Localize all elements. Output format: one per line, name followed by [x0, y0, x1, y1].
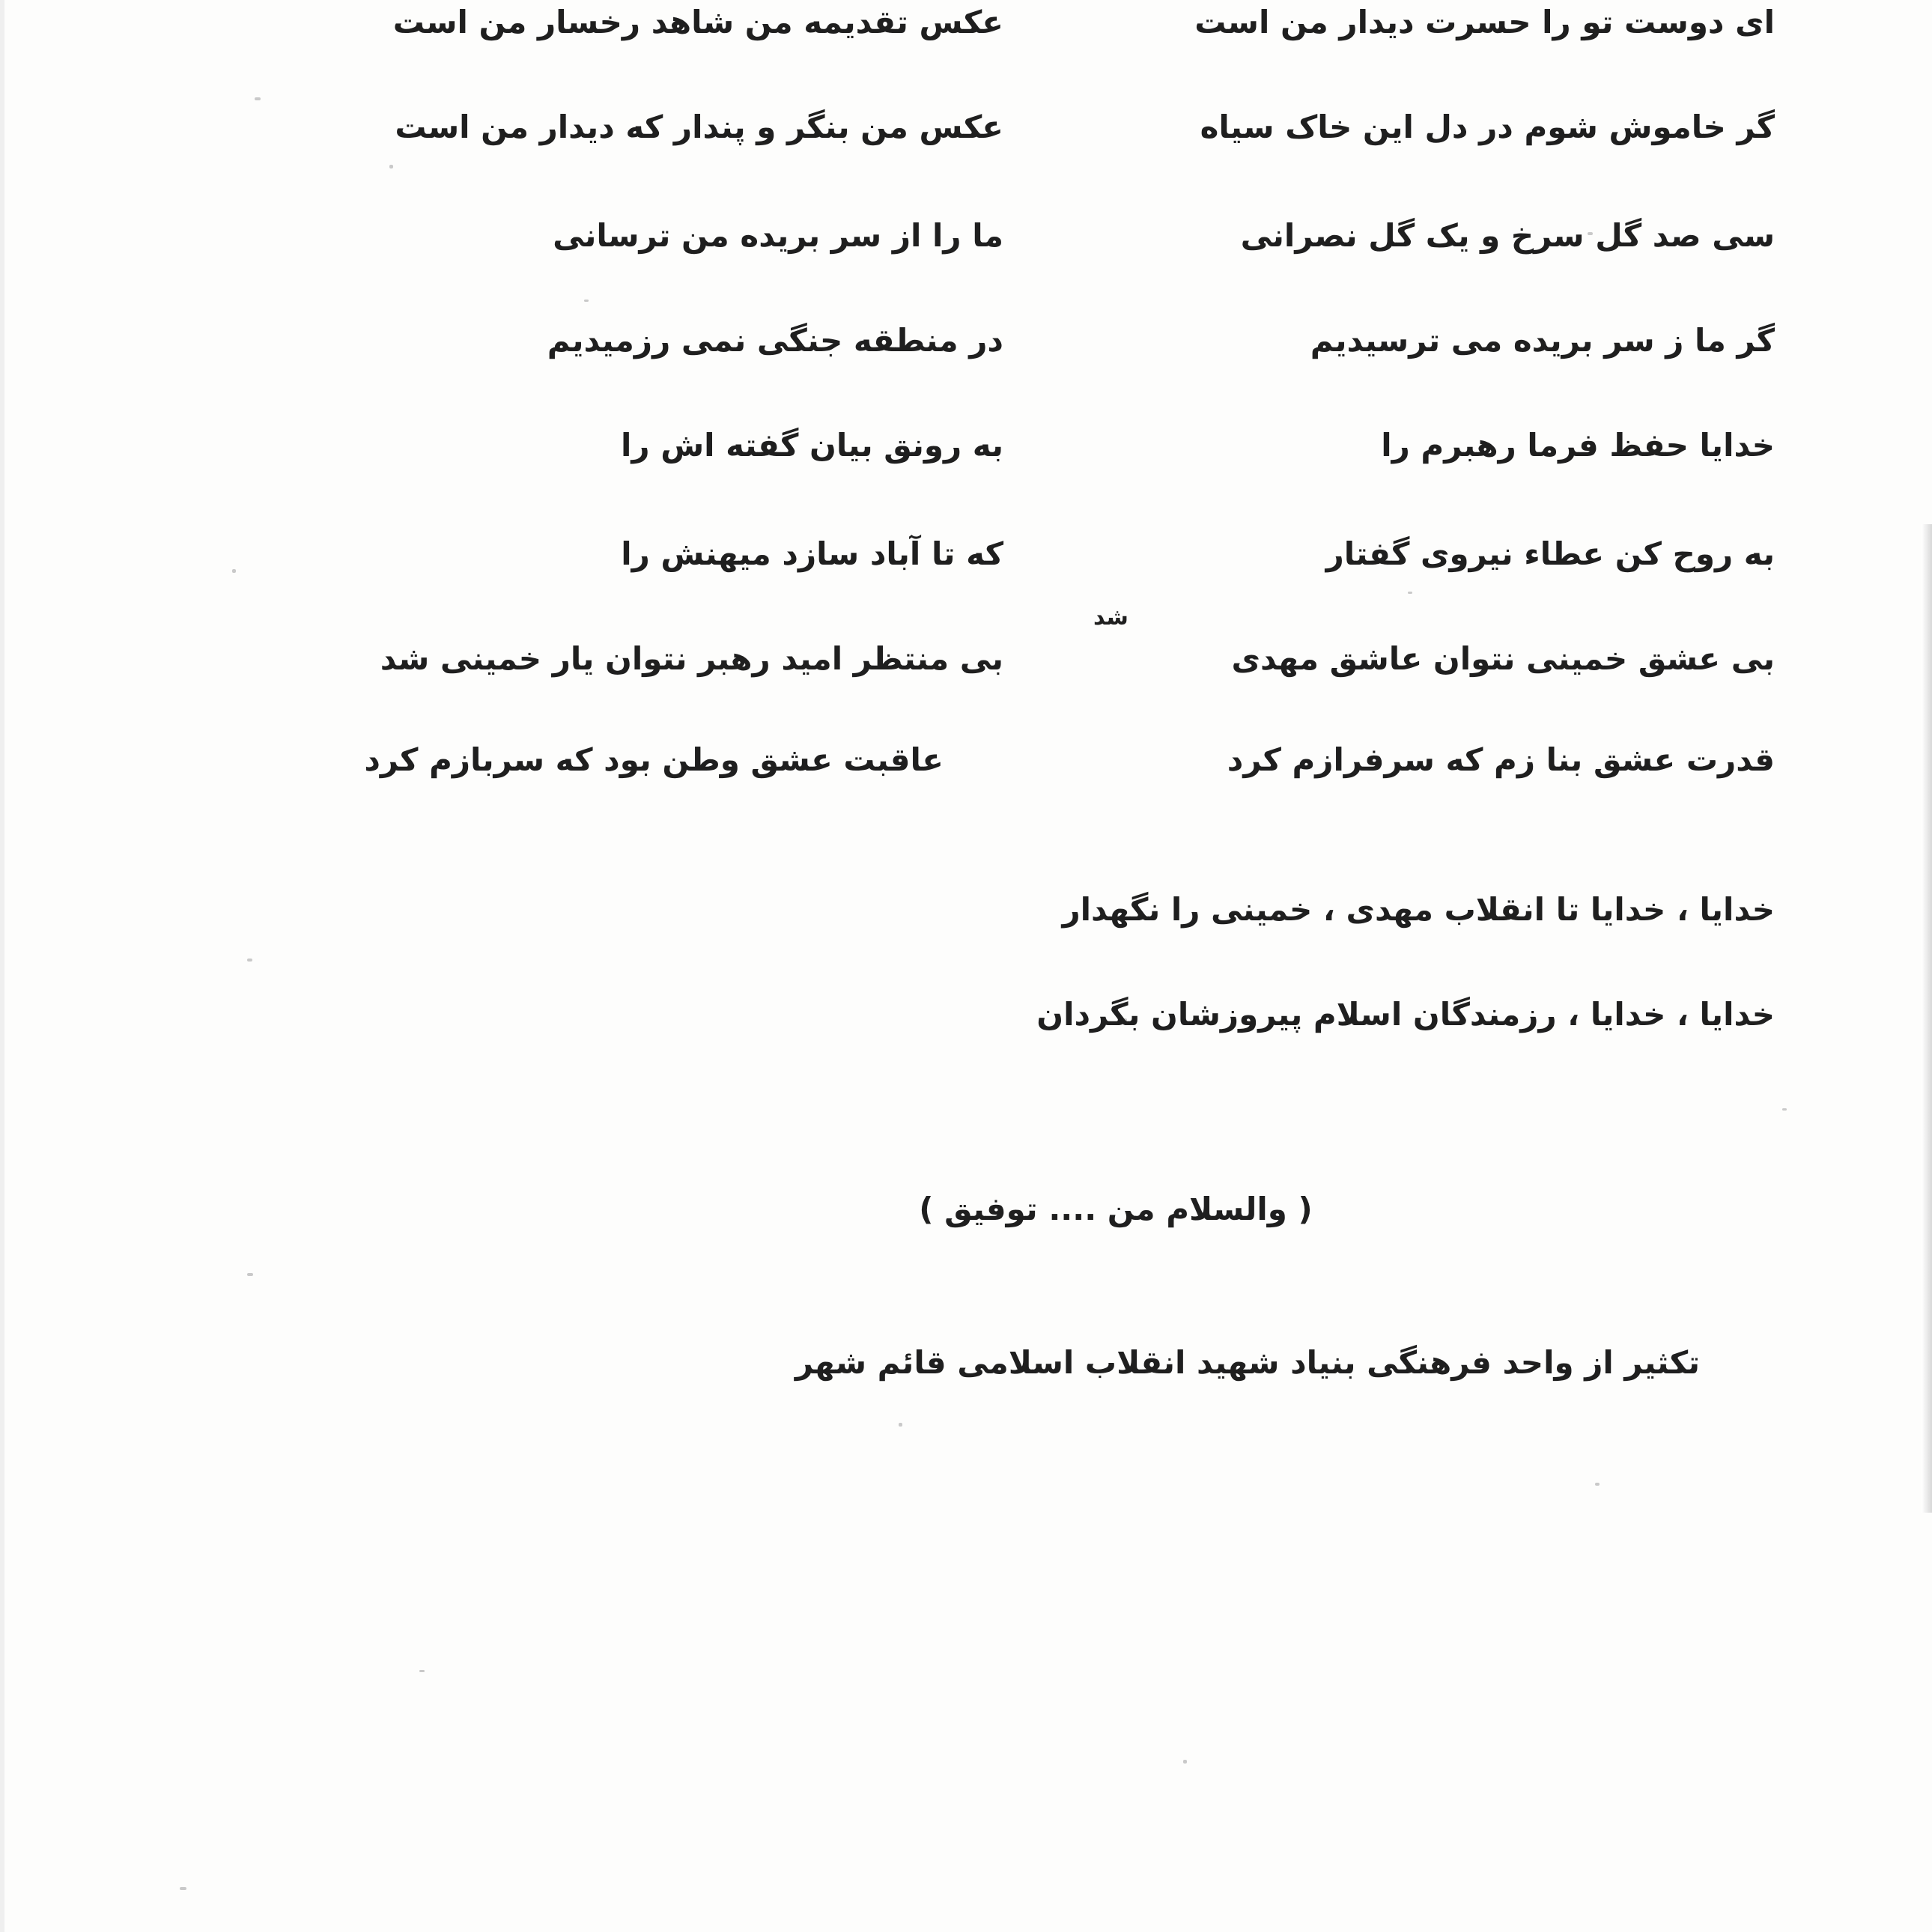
closing-line: ( والسلام من .... توفیق ) [919, 1191, 1313, 1227]
hemistich-right: ای دوست تو را حسرت دیدار من است [1194, 4, 1775, 40]
couplet-4 [292, 318, 1775, 363]
couplet-7 [292, 637, 1775, 681]
hemistich-right: به روح کن عطاء نیروی گفتار [1325, 535, 1775, 572]
hemistich-right: گر ما ز سر بریده می ترسیدیم [1310, 322, 1775, 359]
scan-noise [419, 1670, 425, 1672]
hemistich-left: عکس من بنگر و پندار که دیدار من است [395, 109, 1003, 145]
hemistich-left: بی منتظر امید رهبر نتوان یار خمینی شد [380, 640, 1003, 677]
hemistich-left: ما را از سر بریده من ترسانی [553, 217, 1003, 254]
hemistich-left: عاقبت عشق وطن بود که سربازم کرد [364, 741, 944, 778]
hemistich-left: به رونق بیان گفته اش را [621, 427, 1003, 464]
couplet-6 [292, 532, 1775, 577]
footer-credit: تکثیر از واحد فرهنگی بنیاد شهید انقلاب اسلامی قائم شهر [795, 1344, 1700, 1381]
scan-noise [1595, 1483, 1600, 1486]
scan-left-edge [0, 0, 4, 1932]
couplet-1 [292, 0, 1775, 45]
scan-noise [899, 1423, 902, 1427]
hemistich-right: خدایا حفظ فرما رهبرم را [1381, 427, 1775, 464]
prayer-line-2: خدایا ، خدایا ، رزمندگان اسلام پیروزشان بگردان [1036, 996, 1775, 1033]
scan-noise [247, 1273, 253, 1276]
scan-noise [1408, 592, 1412, 594]
couplet-2 [292, 105, 1775, 150]
scan-noise [232, 569, 236, 573]
scan-noise [247, 959, 252, 962]
hemistich-right: سی صد گل سرخ و یک گل نصرانی [1240, 217, 1775, 254]
superscript-correction: شد [1093, 604, 1128, 631]
scan-noise [584, 300, 589, 302]
prayer-line-1: خدایا ، خدایا تا انقلاب مهدی ، خمینی را نگهدار [1062, 891, 1775, 928]
hemistich-right: قدرت عشق بنا زم که سرفرازم کرد [1227, 741, 1775, 778]
scan-noise [389, 165, 393, 168]
scan-right-edge [1922, 524, 1932, 1513]
scan-noise [1782, 1108, 1787, 1111]
couplet-5 [292, 423, 1775, 468]
scan-noise [255, 97, 261, 100]
hemistich-right: بی عشق خمینی نتوان عاشق مهدی [1231, 640, 1775, 677]
hemistich-right: گر خاموش شوم در دل این خاک سیاه [1200, 109, 1775, 145]
couplet-3 [292, 213, 1775, 258]
hemistich-left: عکس تقدیمه من شاهد رخسار من است [392, 4, 1003, 40]
scan-noise [1183, 1760, 1187, 1764]
hemistich-left: در منطقه جنگی نمی رزمیدیم [547, 322, 1003, 359]
scan-noise [180, 1887, 186, 1890]
couplet-8 [292, 738, 1775, 783]
hemistich-left: که تا آباد سازد میهنش را [621, 535, 1003, 572]
